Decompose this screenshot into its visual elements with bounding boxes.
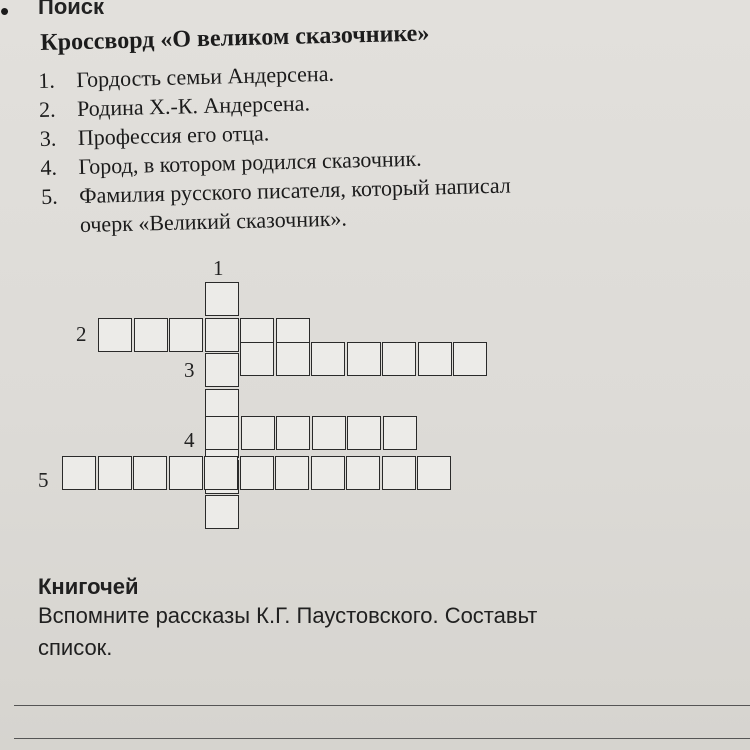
crossword-cell[interactable] bbox=[205, 460, 239, 494]
crossword-cell[interactable] bbox=[276, 416, 310, 450]
grid-number-4: 4 bbox=[184, 428, 195, 452]
crossword-cell[interactable] bbox=[312, 416, 346, 450]
crossword-cell[interactable] bbox=[276, 342, 310, 376]
crossword-cell[interactable] bbox=[169, 318, 203, 352]
crossword-cell[interactable] bbox=[418, 342, 452, 376]
crossword-cell[interactable] bbox=[241, 416, 275, 450]
crossword-cell[interactable] bbox=[204, 456, 238, 490]
crossword-cell[interactable] bbox=[205, 318, 239, 352]
crossword-cell[interactable] bbox=[62, 456, 96, 490]
crossword-cell[interactable] bbox=[275, 456, 309, 490]
clue-text: Профессия его отца. bbox=[77, 120, 270, 151]
answer-line[interactable] bbox=[14, 705, 750, 706]
crossword-cell[interactable] bbox=[382, 342, 416, 376]
crossword-cell[interactable] bbox=[98, 456, 132, 490]
crossword-cell[interactable] bbox=[205, 282, 239, 316]
crossword-title: Кроссворд «О великом сказочнике» bbox=[40, 20, 430, 56]
section-title: Поиск bbox=[38, 0, 105, 19]
crossword-cell[interactable] bbox=[240, 318, 274, 352]
crossword-cell[interactable] bbox=[453, 342, 487, 376]
crossword-cell[interactable] bbox=[205, 416, 239, 450]
booklover-line-1: Вспомните рассказы К.Г. Паустовского. Составьт bbox=[38, 603, 538, 628]
crossword-cell[interactable] bbox=[383, 416, 417, 450]
crossword-cell[interactable] bbox=[240, 456, 274, 490]
crossword-cell[interactable] bbox=[134, 318, 168, 352]
crossword-cell[interactable] bbox=[205, 424, 239, 458]
clue-text: Гордость семьи Андерсена. bbox=[76, 60, 335, 93]
grid-number-5: 5 bbox=[38, 468, 49, 492]
crossword-cell[interactable] bbox=[417, 456, 451, 490]
clue-number: 4. bbox=[40, 154, 58, 180]
booklover-line-2: список. bbox=[38, 635, 113, 660]
crossword-cell[interactable] bbox=[347, 416, 381, 450]
crossword-cell[interactable] bbox=[276, 318, 310, 352]
crossword-cell[interactable] bbox=[205, 495, 239, 529]
clue-text: Город, в котором родился сказочник. bbox=[78, 145, 422, 180]
grid-number-2: 2 bbox=[76, 322, 87, 346]
clue-number: 5. bbox=[40, 183, 58, 209]
crossword-cell[interactable] bbox=[98, 318, 132, 352]
booklover-task bbox=[38, 600, 750, 664]
crossword-cell[interactable] bbox=[346, 456, 380, 490]
crossword-cell[interactable] bbox=[169, 456, 203, 490]
crossword-cell[interactable] bbox=[311, 456, 345, 490]
section-bullet: • bbox=[0, 0, 10, 26]
grid-number-3: 3 bbox=[184, 358, 195, 382]
crossword-cell[interactable] bbox=[240, 342, 274, 376]
crossword-cell[interactable] bbox=[382, 456, 416, 490]
answer-line[interactable] bbox=[14, 738, 750, 739]
crossword-cell[interactable] bbox=[205, 318, 239, 352]
clue-number: 3. bbox=[39, 125, 57, 151]
crossword-cell[interactable] bbox=[347, 342, 381, 376]
booklover-title: Книгочей bbox=[38, 574, 139, 599]
crossword-cell[interactable] bbox=[311, 342, 345, 376]
clue-number: 2. bbox=[38, 96, 56, 122]
grid-number-1: 1 bbox=[213, 256, 224, 280]
clue-text-continuation: очерк «Великий сказочник». bbox=[79, 205, 348, 238]
crossword-cell[interactable] bbox=[205, 389, 239, 423]
clue-text: Фамилия русского писателя, который написал bbox=[78, 172, 512, 209]
crossword-cell[interactable] bbox=[133, 456, 167, 490]
clue-list bbox=[38, 48, 750, 240]
clue-number: 1. bbox=[38, 67, 56, 93]
crossword-cell[interactable] bbox=[205, 353, 239, 387]
clue-text: Родина Х.-К. Андерсена. bbox=[76, 90, 311, 122]
